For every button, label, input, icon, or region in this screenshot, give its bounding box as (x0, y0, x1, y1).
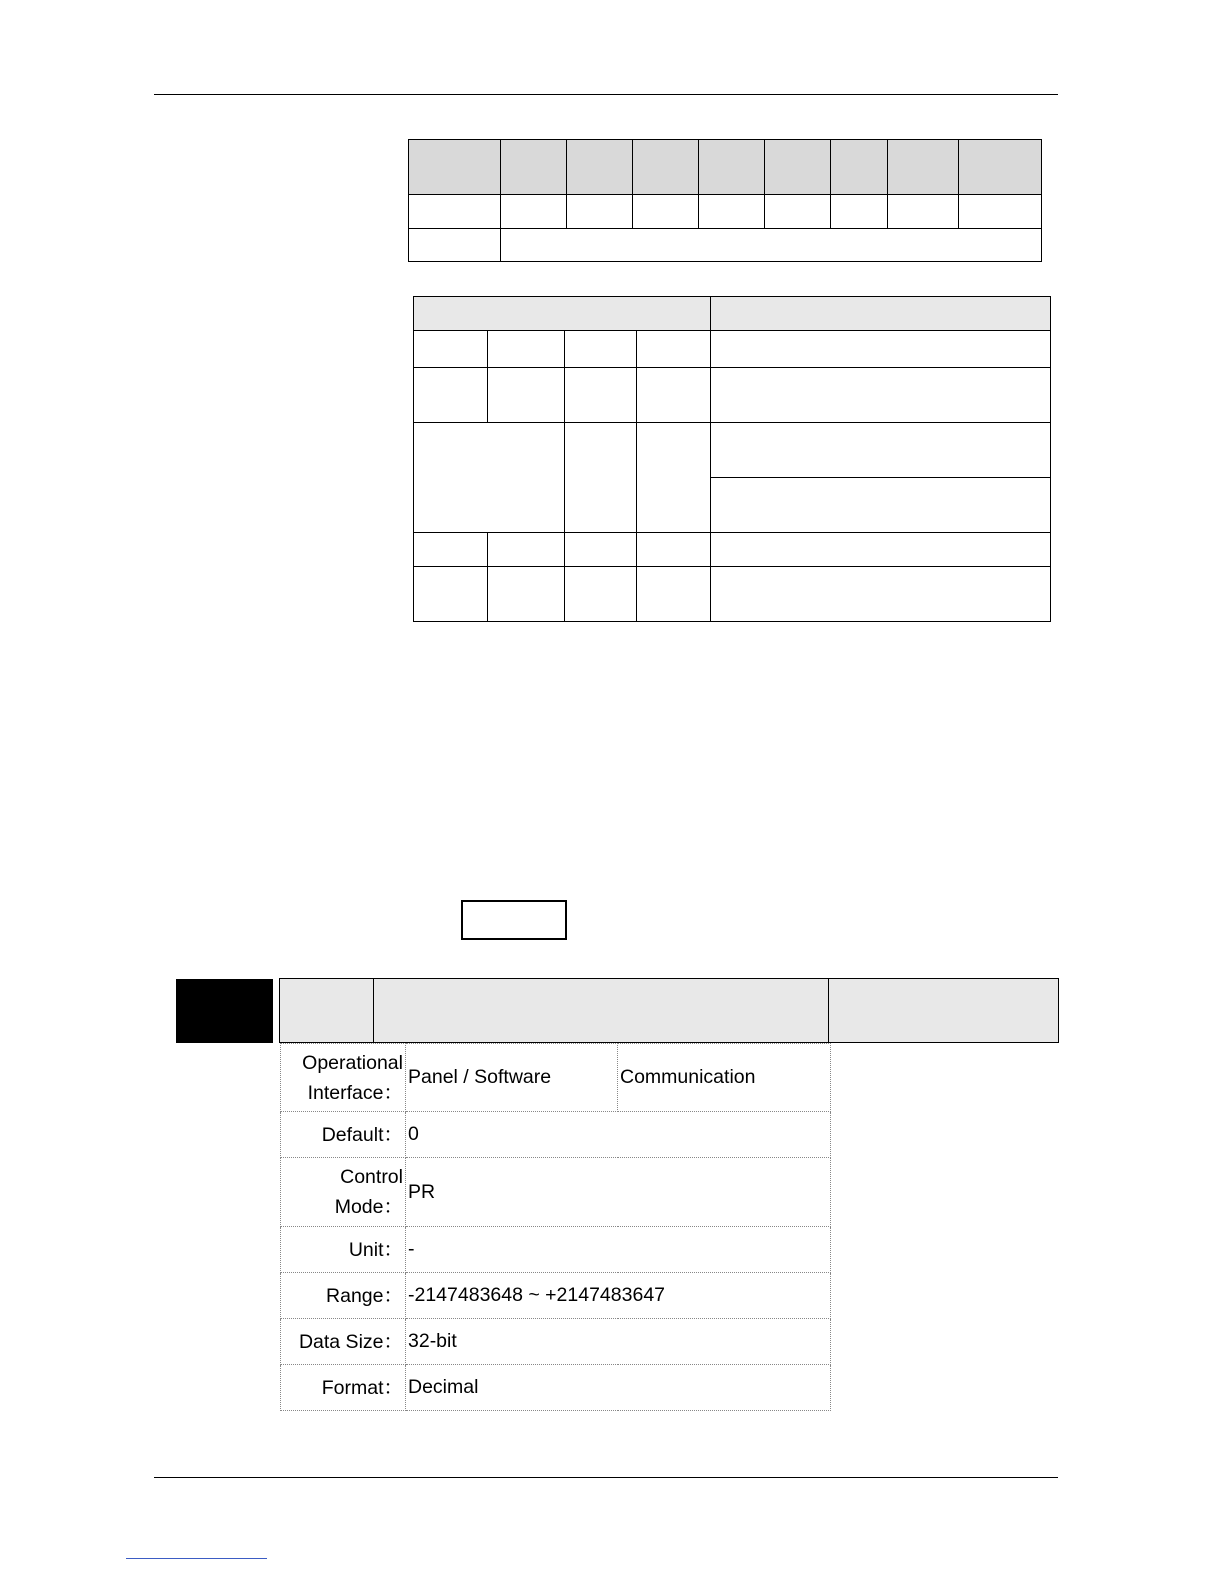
option-cell (711, 423, 1051, 478)
option-cell (414, 331, 488, 368)
format-label: Format： (281, 1365, 406, 1411)
format-value: Decimal (406, 1365, 831, 1411)
option-cell (711, 478, 1051, 533)
parameter-ref-cell (828, 978, 1059, 1043)
option-cell (637, 423, 711, 533)
option-cell (565, 567, 637, 622)
bit-cell (888, 195, 959, 229)
link-underline[interactable] (126, 1558, 267, 1559)
default-label: Default： (281, 1112, 406, 1158)
option-cell (565, 533, 637, 567)
bit-cell (409, 195, 501, 229)
option-table (413, 296, 1051, 622)
bit-cell (501, 195, 567, 229)
small-box (461, 900, 567, 940)
option-cell (565, 368, 637, 423)
bit-header-cell (959, 140, 1042, 195)
footer-rule (154, 1477, 1058, 1478)
option-cell-merged (414, 423, 565, 533)
bit-cell (831, 195, 888, 229)
data-size-label: Data Size： (281, 1319, 406, 1365)
option-cell (414, 368, 488, 423)
default-value: 0 (406, 1112, 831, 1158)
bit-cell (765, 195, 831, 229)
option-cell (711, 533, 1051, 567)
range-label: Range： (281, 1273, 406, 1319)
unit-value: - (406, 1227, 831, 1273)
bit-cell-merged (501, 229, 1042, 262)
option-cell (711, 331, 1051, 368)
option-cell (488, 533, 565, 567)
parameter-name-cell (373, 978, 829, 1043)
parameter-info-table (280, 1043, 831, 1411)
option-cell (711, 567, 1051, 622)
parameter-address-cell (279, 978, 374, 1043)
bit-table (408, 139, 1042, 262)
option-cell (637, 368, 711, 423)
option-cell (414, 533, 488, 567)
bit-cell (633, 195, 699, 229)
option-cell (711, 368, 1051, 423)
option-cell (565, 331, 637, 368)
control-mode-value: PR (406, 1158, 831, 1227)
bit-header-cell (888, 140, 959, 195)
bit-cell (699, 195, 765, 229)
interface-panel-value: Panel / Software (406, 1044, 618, 1112)
control-mode-label: Control Mode： (281, 1158, 406, 1227)
bit-header-cell (501, 140, 567, 195)
option-cell (488, 331, 565, 368)
option-cell (414, 567, 488, 622)
bit-header-cell (409, 140, 501, 195)
option-cell (565, 423, 637, 533)
unit-label: Unit： (281, 1227, 406, 1273)
bit-header-cell (567, 140, 633, 195)
data-size-value: 32-bit (406, 1319, 831, 1365)
bit-header-cell (831, 140, 888, 195)
interface-comm-value: Communication (618, 1044, 831, 1112)
bit-header-cell (699, 140, 765, 195)
header-rule (154, 94, 1058, 95)
bit-cell (409, 229, 501, 262)
option-header-left (414, 297, 711, 331)
bit-cell (959, 195, 1042, 229)
option-cell (488, 567, 565, 622)
option-cell (637, 567, 711, 622)
option-cell (637, 331, 711, 368)
range-value: -2147483648 ~ +2147483647 (406, 1273, 831, 1319)
option-header-right (711, 297, 1051, 331)
bit-header-cell (633, 140, 699, 195)
parameter-code-block (176, 979, 273, 1043)
option-cell (637, 533, 711, 567)
option-cell (488, 368, 565, 423)
interface-label: Operational Interface： (281, 1044, 406, 1112)
bit-cell (567, 195, 633, 229)
bit-header-cell (765, 140, 831, 195)
